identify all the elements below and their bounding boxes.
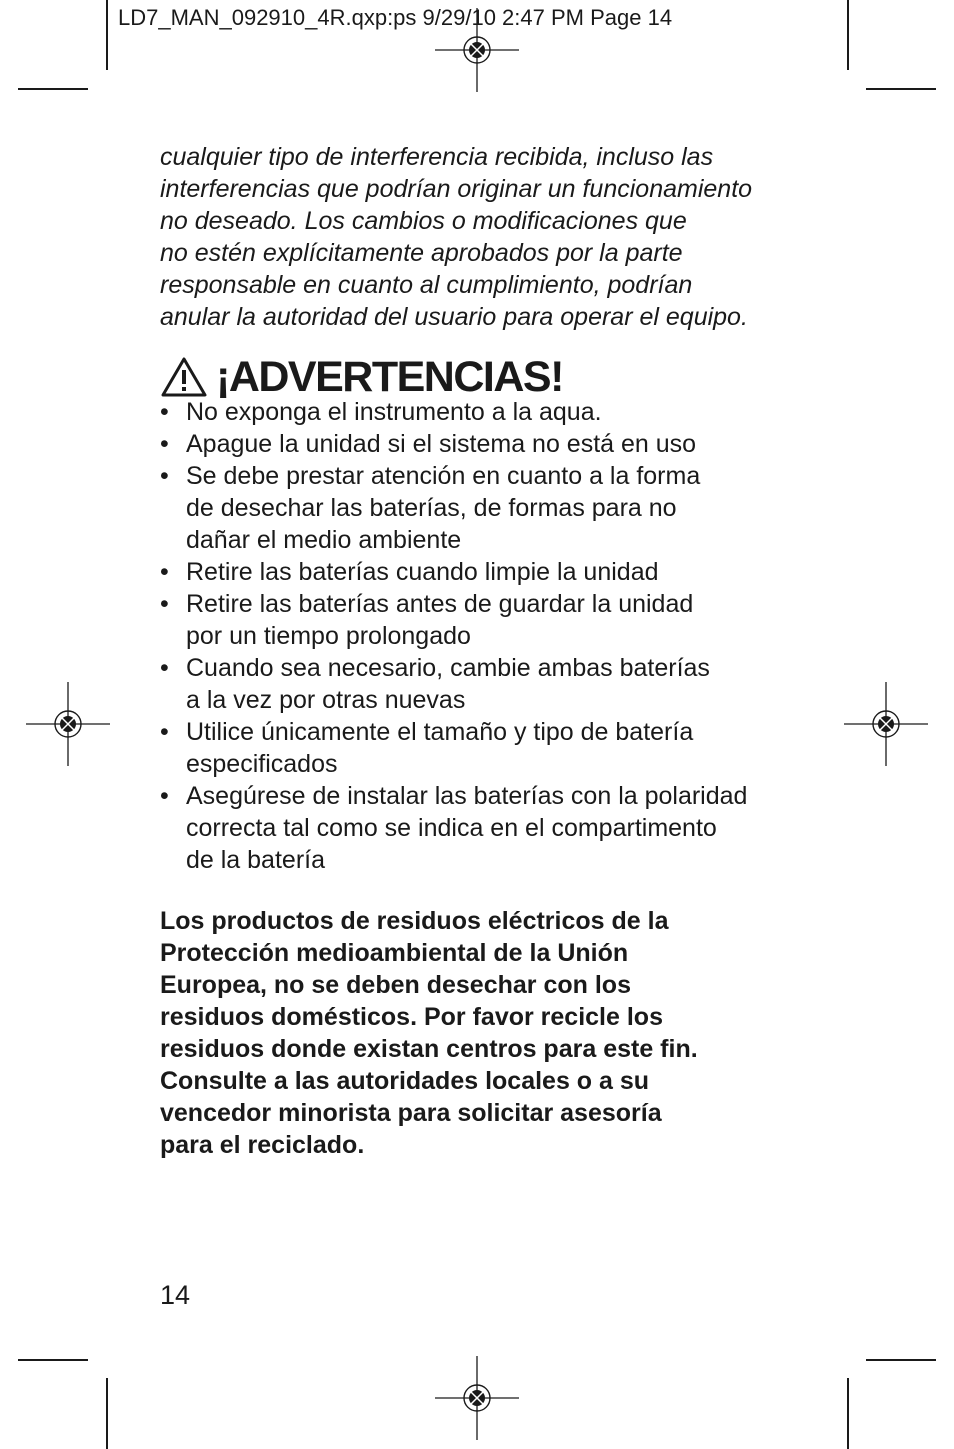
warning-triangle-icon xyxy=(160,356,208,398)
crop-mark xyxy=(106,0,108,70)
weee-line: Protección medioambiental de la Unión xyxy=(160,939,629,967)
list-item-text: Cuando sea necesario, cambie ambas baterías xyxy=(186,654,710,682)
list-item xyxy=(160,460,747,556)
list-item-text: Retire las baterías cuando limpie la unidad xyxy=(186,558,659,586)
warnings-list xyxy=(160,396,747,876)
weee-line: residuos donde existan centros para este fin. xyxy=(160,1035,698,1063)
weee-line: residuos domésticos. Por favor recicle los xyxy=(160,1003,663,1031)
intro-line: interferencias que podrían originar un funcionamiento xyxy=(160,175,753,203)
intro-line: anular la autoridad del usuario para operar el equipo. xyxy=(160,303,748,331)
print-slug: LD7_MAN_092910_4R.qxp:ps 9/29/10 2:47 PM Page 14 xyxy=(118,5,673,30)
list-item-text: especificados xyxy=(186,750,338,778)
weee-line: Europea, no se deben desechar con los xyxy=(160,971,631,999)
weee-line: vencedor minorista para solicitar asesoría xyxy=(160,1099,662,1127)
list-item xyxy=(160,780,747,876)
list-item xyxy=(160,652,747,716)
registration-mark-icon xyxy=(844,682,928,766)
bullet: • xyxy=(160,558,169,586)
list-item-text: Asegúrese de instalar las baterías con la polaridad xyxy=(186,782,748,810)
registration-mark-icon xyxy=(435,1356,519,1440)
bullet: • xyxy=(160,398,169,426)
list-item-text: de desechar las baterías, de formas para no xyxy=(186,494,677,522)
list-item-text: dañar el medio ambiente xyxy=(186,526,462,554)
list-item xyxy=(160,428,747,460)
bullet: • xyxy=(160,654,169,682)
list-item-text: por un tiempo prolongado xyxy=(186,622,471,650)
list-item-text: No exponga el instrumento a la aqua. xyxy=(186,398,602,426)
crop-mark xyxy=(847,0,849,70)
intro-line: no estén explícitamente aprobados por la parte xyxy=(160,239,683,267)
list-item-text: a la vez por otras nuevas xyxy=(186,686,466,714)
crop-mark xyxy=(18,1359,88,1361)
list-item xyxy=(160,556,747,588)
weee-line: Los productos de residuos eléctricos de la xyxy=(160,907,669,935)
crop-mark xyxy=(106,1378,108,1449)
list-item-text: Utilice únicamente el tamaño y tipo de batería xyxy=(186,718,694,746)
bullet: • xyxy=(160,590,169,618)
intro-line: responsable en cuanto al cumplimiento, podrían xyxy=(160,271,693,299)
intro-line: no deseado. Los cambios o modificaciones que xyxy=(160,207,687,235)
registration-mark-icon xyxy=(26,682,110,766)
bullet: • xyxy=(160,462,169,490)
weee-line: para el reciclado. xyxy=(160,1131,365,1159)
registration-mark-icon xyxy=(435,8,519,92)
bullet: • xyxy=(160,782,169,810)
page-number: 14 xyxy=(160,1280,191,1310)
crop-mark xyxy=(866,1359,936,1361)
warnings-title: ¡ADVERTENCIAS! xyxy=(216,353,563,401)
list-item-text: Apague la unidad si el sistema no está en uso xyxy=(186,430,697,458)
list-item xyxy=(160,588,747,652)
list-item-text: Se debe prestar atención en cuanto a la forma xyxy=(186,462,701,490)
list-item-text: Retire las baterías antes de guardar la unidad xyxy=(186,590,694,618)
crop-mark xyxy=(18,88,88,90)
bullet: • xyxy=(160,430,169,458)
weee-recycling-notice xyxy=(160,905,698,1161)
crop-mark xyxy=(847,1378,849,1449)
weee-line: Consulte a las autoridades locales o a su xyxy=(160,1067,650,1095)
bullet: • xyxy=(160,718,169,746)
list-item xyxy=(160,716,747,780)
fcc-notice-paragraph xyxy=(160,141,820,333)
list-item-text: de la batería xyxy=(186,846,325,874)
list-item-text: correcta tal como se indica en el compartimento xyxy=(186,814,717,842)
list-item xyxy=(160,396,747,428)
crop-mark xyxy=(866,88,936,90)
intro-line: cualquier tipo de interferencia recibida, incluso las xyxy=(160,143,714,171)
